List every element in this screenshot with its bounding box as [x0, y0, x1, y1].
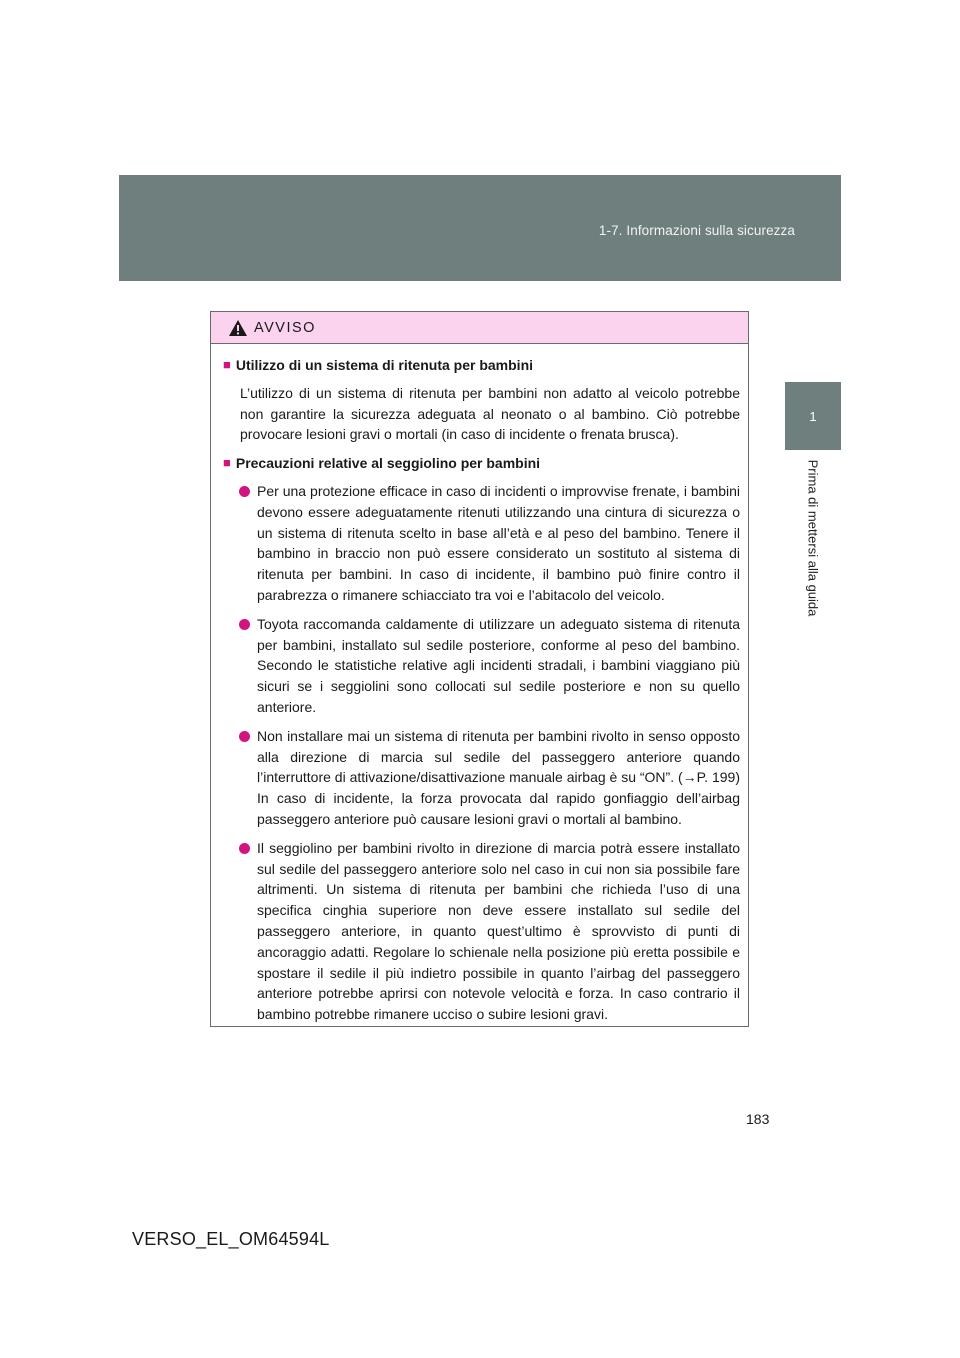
chapter-number: 1 — [809, 408, 817, 424]
chapter-tab — [785, 382, 841, 450]
header-band — [119, 175, 841, 281]
list-item: Per una protezione efficace in caso di incidenti o improvvise frenate, i bambini devono essere adeguatamente ritenuti utilizzando una cintura di sicurezza o un sistema di ritenuta scelto in base all’età e al peso del bambino. Tenere il bambino in braccio non può essere considerato un sostituto al sistema di ritenuta per bambini. In caso di incidente, il bambino può finire contro il parabrezza o rimanere schiacciato tra voi e l’abitacolo del veicolo. — [239, 481, 740, 606]
section-title: 1-7. Informazioni sulla sicurezza — [598, 223, 795, 238]
square-bullet-icon: ■ — [223, 357, 231, 372]
warning-box — [210, 311, 749, 1027]
warning-body — [211, 344, 748, 1025]
bullet-dot-icon — [239, 731, 250, 742]
warning-triangle-icon — [228, 319, 248, 337]
bullet-dot-icon — [239, 619, 250, 630]
list-item: Toyota raccomanda caldamente di utilizzare un adeguato sistema di ritenuta per bambini, installato sul sedile posteriore, conforme al peso del bambino. Secondo le statistiche relative agli incidenti stradali, i bambini viaggiano più sicuri se i seggiolini sono collocati sul sedile posteriore e non su quello anteriore. — [239, 614, 740, 718]
chapter-label: Prima di mettersi alla guida — [805, 459, 821, 617]
page-number: 183 — [746, 1111, 770, 1127]
warning-header — [211, 312, 748, 344]
list-item-text: Non installare mai un sistema di ritenuta per bambini rivolto in senso opposto alla direzione di marcia sul sedile del passeggero anteriore quando l’interruttore di attivazione/disattivazione manuale airbag è su “ON”. (→P. 199) — [257, 727, 740, 786]
bullet-dot-icon — [239, 486, 250, 497]
document-code: VERSO_EL_OM64594L — [132, 1229, 330, 1249]
section-heading: ■ Precauzioni relative al seggiolino per bambini — [223, 453, 740, 474]
list-item-text: In caso di incidente, la forza provocata dal rapido gonfiaggio dell’airbag passeggero anteriore può causare lesioni gravi o mortali al bambino. — [257, 790, 740, 827]
square-bullet-icon: ■ — [223, 455, 231, 471]
list-item: Il seggiolino per bambini rivolto in direzione di marcia potrà essere installato sul sedile del passeggero anteriore solo nel caso in cui non sia possibile fare altrimenti. Un sistema di ritenuta per bambini che richieda l’uso di una specifica cinghia superiore non deve essere installato sul sedile del passeggero anteriore, in quanto quest’ultimo è sprovvisto di punti di ancoraggio adatti. Regolare lo schienale nella posizione più eretta possibile e spostare il sedile il più indietro possibile in quanto l’airbag del passeggero anteriore potrebbe aprirsi con notevole velocità e forza. In caso contrario il bambino potrebbe rimanere ucciso o subire lesioni gravi. — [239, 838, 740, 1025]
section-heading: ■ Utilizzo di un sistema di ritenuta per bambini — [223, 355, 740, 376]
warning-title: AVVISO — [254, 319, 316, 336]
bullet-dot-icon — [239, 843, 250, 854]
list-item — [239, 726, 740, 830]
section-paragraph: L’utilizzo di un sistema di ritenuta per bambini non adatto al veicolo potrebbe non garantire la sicurezza adeguata al neonato o al bambino. Ciò potrebbe provocare lesioni gravi o mortali (in caso di incidente o frenata brusca). — [240, 384, 740, 443]
